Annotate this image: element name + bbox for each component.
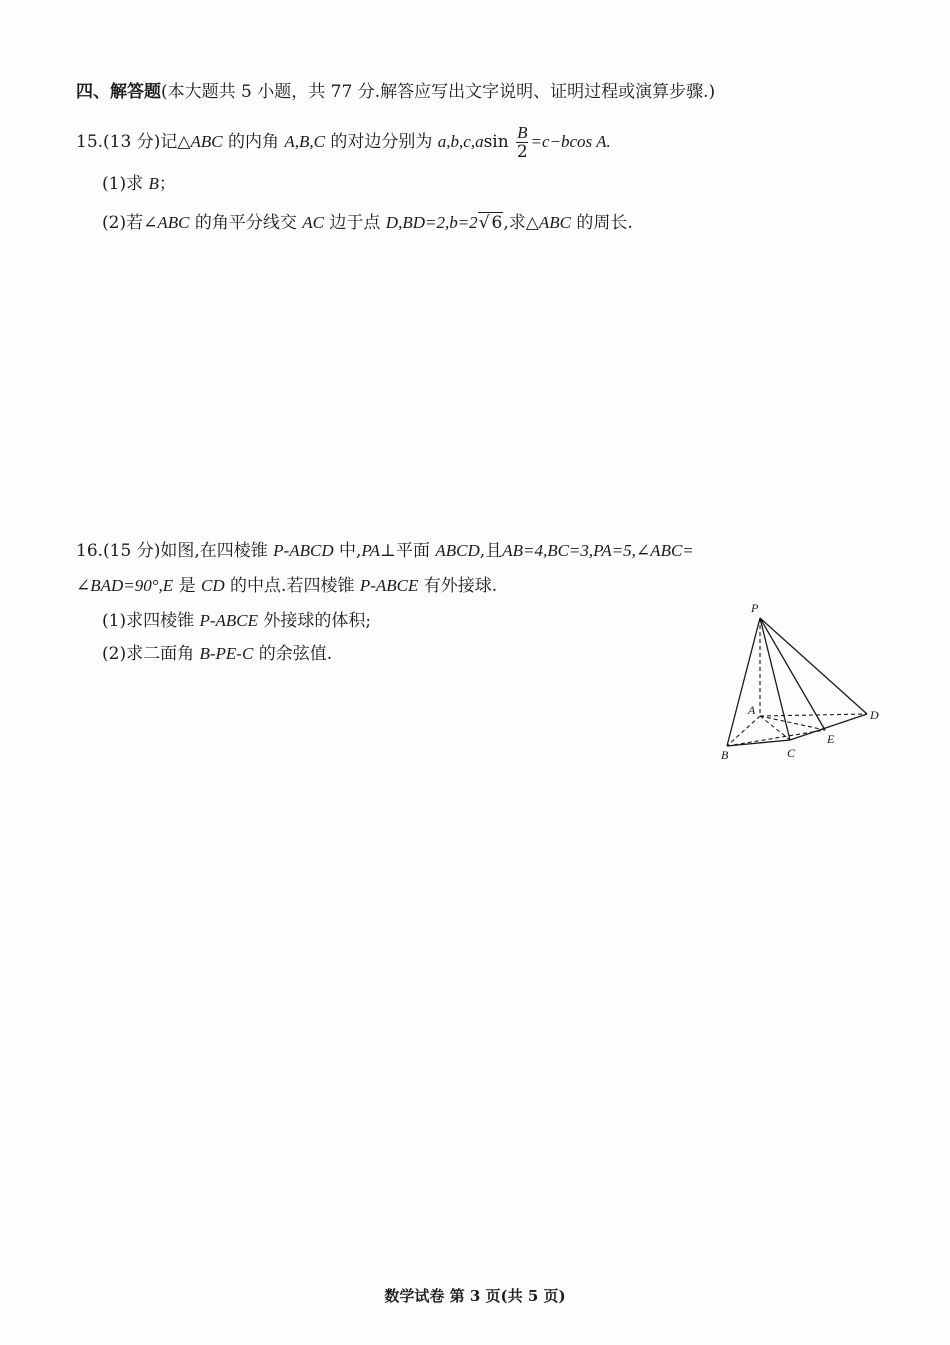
edge-pd — [760, 618, 867, 714]
q15-math: ABC — [538, 213, 571, 232]
fraction-denominator: 2 — [516, 142, 528, 162]
q16-math: B-PE-C — [199, 644, 254, 663]
q15-part2 — [102, 211, 633, 235]
q16-math: P-ABCD — [273, 541, 334, 560]
q15-math: A,B,C — [284, 132, 325, 151]
label-d: D — [870, 708, 879, 722]
q15-text: ,求△ — [503, 213, 539, 233]
label-e: E — [827, 732, 835, 746]
q15-text: 的角平分线交 — [189, 213, 303, 233]
q16-math: P-ABCE — [199, 611, 259, 630]
q16-text: ,且 — [479, 541, 503, 561]
q15-text: ； — [158, 174, 176, 194]
q15-part1 — [102, 172, 176, 196]
q16-text: 的余弦值. — [253, 644, 333, 664]
q16-text: 是 — [173, 576, 202, 596]
q16-text: (1)求四棱锥 — [102, 611, 200, 631]
q15-text: (2)若∠ — [102, 213, 158, 233]
q15-math: D — [385, 213, 399, 232]
q16-stem-line1 — [76, 539, 694, 563]
section-heading: 四、解答题 — [76, 82, 161, 102]
q15-math: ABC — [190, 132, 223, 151]
q15-score: (13 分) — [103, 132, 161, 152]
q16-text: 如图,在四棱锥 — [160, 541, 274, 561]
edge-pc — [760, 618, 790, 740]
q15-text: sin — [483, 132, 515, 152]
section-note: (本大题共 5 小题，共 77 分.解答应写出文字说明、证明过程或演算步骤.) — [161, 82, 716, 102]
q16-part2 — [102, 642, 332, 666]
sqrt-radicand: 6 — [491, 213, 503, 233]
q16-math: CD — [201, 576, 225, 595]
label-c: C — [787, 746, 796, 760]
q16-math: ∠BAD=90°,E — [76, 576, 174, 595]
q15-text: 的内角 — [222, 132, 285, 152]
page-footer: 数学试卷 第 3 页(共 5 页) — [384, 1287, 566, 1305]
q15-math: ,BD=2,b=2 — [398, 213, 478, 232]
q15-math: =c−bcos A. — [530, 132, 611, 151]
edge-ad — [760, 714, 867, 716]
q15-stem — [76, 124, 611, 161]
q16-text: (2)求二面角 — [102, 644, 200, 664]
sqrt-symbol: √ — [478, 213, 490, 233]
q15-text: 的周长. — [570, 213, 633, 233]
q16-text: 有外接球. — [418, 576, 498, 596]
label-a: A — [748, 703, 756, 717]
q15-text: 的对边分别为 — [324, 132, 438, 152]
q15-math: ABC — [157, 213, 190, 232]
q16-math: AB=4,BC=3,PA=5,∠ABC= — [502, 541, 694, 560]
q16-text: 外接球的体积; — [258, 611, 372, 631]
label-p: P — [751, 601, 759, 615]
q16-stem-line2 — [76, 574, 497, 598]
q16-part1 — [102, 609, 371, 633]
edge-pe — [760, 618, 825, 730]
q15-math: a — [475, 132, 484, 151]
section-header — [76, 80, 715, 104]
edge-pb — [727, 618, 760, 746]
q16-text: ⊥平面 — [380, 541, 436, 561]
q15-part1-label: (1)求 — [102, 174, 149, 194]
q15-fraction — [516, 124, 528, 161]
edge-ae — [760, 716, 825, 730]
q16-text: 中, — [333, 541, 362, 561]
q15-text: 边于点 — [323, 213, 386, 233]
q15-math: AC — [302, 213, 324, 232]
fraction-numerator: B — [517, 123, 528, 142]
pyramid-figure — [715, 598, 885, 768]
q15-text: 记△ — [160, 132, 191, 152]
q16-math: P-ABCE — [359, 576, 419, 595]
q16-text: 的中点.若四棱锥 — [224, 576, 360, 596]
q16-number: 16. — [76, 541, 104, 561]
label-b: B — [721, 748, 729, 762]
q16-score: (15 分) — [103, 541, 161, 561]
q16-math: ABCD — [435, 541, 480, 560]
q15-number: 15. — [76, 132, 104, 152]
q15-math: a,b,c, — [437, 132, 476, 151]
q16-math: PA — [361, 541, 380, 560]
q15-math: B — [148, 174, 159, 193]
